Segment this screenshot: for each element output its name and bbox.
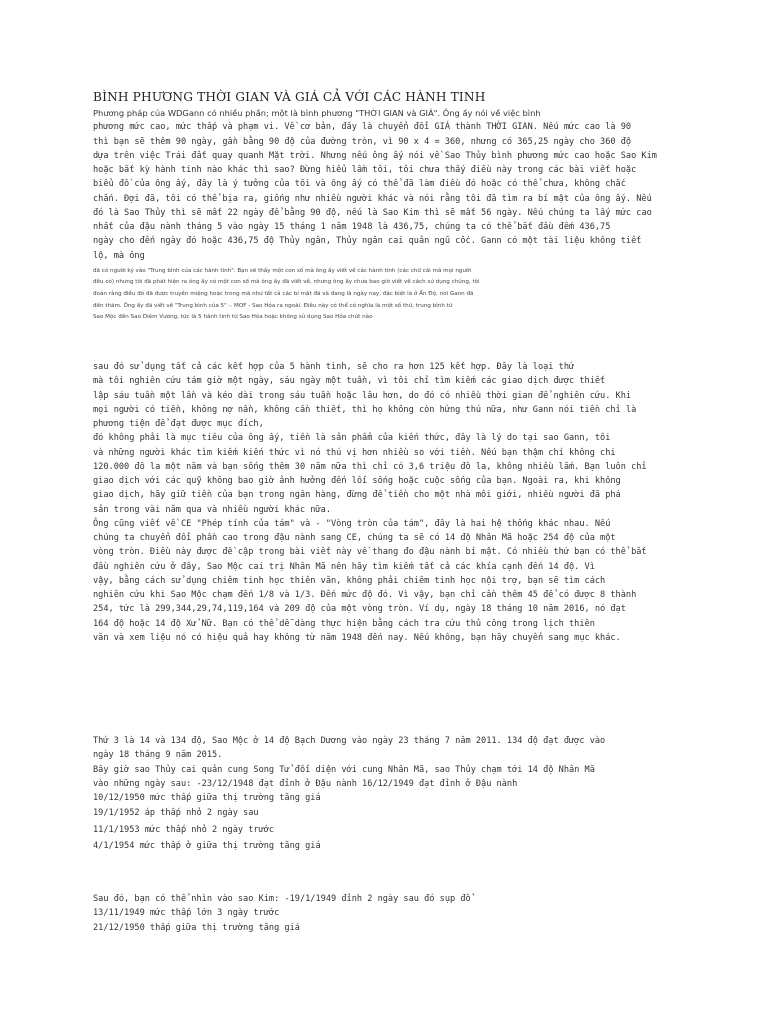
text-line: ngày 18 tháng 9 năm 2015. — [93, 750, 223, 761]
intro-first-line: Phương pháp của WDGann có nhiều phần; một là bình phương "THỜI GIAN và GIÁ". Ông ấy nói về việc bình — [93, 108, 541, 118]
text-line: vòng tròn. Điều này được đề cập trong bài viết này về thang đo đậu nành bí mật. Có nhiều thứ bạn có thể bắt — [93, 547, 647, 558]
text-line: sau đó sử dụng tất cả các kết hợp của 5 hành tinh, sẽ cho ra hơn 125 kết hợp. Đây là loại thứ — [93, 362, 575, 372]
text-line: ngày cho đến ngày đó hoặc 436,75 độ Thủy ngân, Thủy ngân cai quản ngũ cốc. Gann có một tài liệu không tiết — [93, 236, 642, 247]
section-body — [93, 360, 685, 645]
text-line: biểu đồ của ông ấy, đây là ý tưởng của tôi và ông ấy có thể đã làm điều đó hoặc có thể chưa, không chắc — [93, 179, 626, 190]
text-line: lập sáu tuần một lần và kéo dài trong sáu tuần hoặc lâu hơn, do đó có nhiều thời gian để nghiên cứu. Khi — [93, 390, 632, 401]
text-line: giao dịch, hãy giữ tiền của bạn trong ngân hàng, đừng để tiền cho một nhà môi giới, nhiều người đã phá — [93, 490, 621, 501]
text-line: chắn. Đợi đã, tôi có thể bịa ra, giống như nhiều người khác và nói rằng tôi đã tìm ra bí mật của ông ấy. Nếu — [93, 193, 652, 204]
text-line: 120.000 đô la một năm và bạn sống thêm 30 năm nữa thì chỉ có 3,6 triệu đô la, không nhiều lắm. Bạn luôn chỉ — [93, 461, 647, 472]
text-line: 254, tức là 299,344,29,74,119,164 và 209 độ của một vòng tròn. Ví dụ, ngày 18 tháng 10 năm 2016, nó đạt — [93, 604, 626, 615]
text-line: 21/12/1950 thấp giữa thị trường tăng giá — [93, 922, 300, 933]
text-line: Bây giờ sao Thủy cai quản cung Song Tử đối diện với cung Nhân Mã, sao Thủy chạm tới 14 độ Nhân Mã — [93, 764, 595, 775]
text-line: mà tôi nghiên cứu tám giờ một ngày, sáu ngày một tuần, vì tôi chỉ tìm kiếm các giao dịch được thiết — [93, 376, 606, 387]
text-line: 13/11/1949 mức thấp lớn 3 ngày trước — [93, 908, 280, 919]
date-line: 11/1/1953 mức thấp nhỏ 2 ngày trước — [93, 824, 275, 835]
text-line: 164 độ hoặc 14 độ Xử Nữ. Bạn có thể dễ dàng thực hiện bằng cách tra cứu thủ công trong lịch thiên — [93, 618, 595, 629]
text-line: thì bạn sẽ thêm 90 ngày, gần bằng 90 độ của đường tròn, vì 90 x 4 = 360, nhưng có 365,25 ngày cho 360 độ — [93, 136, 632, 147]
text-line: phương mức cao, mức thấp và phạm vi. Về cơ bản, đây là chuyển đổi GIÁ thành THỜI GIAN. Nếu mức cao là 90 — [93, 122, 632, 133]
date-line: 19/1/1952 áp thấp nhỏ 2 ngày sau — [93, 808, 259, 819]
text-line: vậy, bằng cách sử dụng chiêm tinh học thiên văn, không phải chiêm tinh học nội trợ, bạn sẽ tìm cách — [93, 575, 606, 586]
text-line: lộ, mà ông — [93, 250, 145, 261]
text-line: và những người khác tìm kiếm kiến thức vì nó thú vị hơn nhiều so với tiền. Nếu bạn thậm chí không chi — [93, 447, 616, 458]
text-line: đó không phải là mục tiêu của ông ấy, tiền là sản phẩm của kiến thức, đây là lý do tại sao Gann, tôi — [93, 433, 611, 444]
text-line: 10/12/1950 mức thấp giữa thị trường tăng giá — [93, 793, 321, 803]
text-line: hoặc bất kỳ hành tinh nào khác thì sao? Đừng hiểu lầm tôi, tôi chưa thấy điều này trong các bài viết hoặc — [93, 165, 637, 175]
text-line: dựa trên việc Trái đất quay quanh Mặt trời. Nhưng nếu ông ấy nói về Sao Thủy bình phương mức cao hoặc Sao Kim — [93, 150, 657, 161]
document-title: BÌNH PHƯƠNG THỜI GIAN VÀ GIÁ CẢ VỚI CÁC HÀNH TINH — [93, 90, 486, 104]
text-line: phương tiện để đạt được mục đích, — [93, 419, 264, 429]
section-mercury-dates — [93, 734, 685, 855]
text-line: nhất của đậu nành tháng 5 vào ngày 15 tháng 1 năm 1948 là 436,75, chúng ta có thể bắt đầu đếm 436,75 — [93, 222, 611, 232]
intro-paragraph — [93, 120, 685, 263]
text-line: nghiên cứu khi Sao Mộc chạm đến 1/8 và 1/3. Đến mức độ đó. Vì vậy, bạn chỉ cần thêm 45 để có được 8 thành — [93, 590, 637, 600]
date-line: 4/1/1954 mức thấp ở giữa thị trường tăng giá — [93, 841, 321, 852]
text-line: văn và xem liệu nó có hiệu quả hay không từ năm 1948 đến nay. Nếu không, bạn hãy chuyển sang mục khác. — [93, 632, 621, 643]
small-text-line: đến thăm. Ông ấy đã viết về "Trung bình của 5" -. MOF - Sao Hỏa ra ngoài. Điều này có thể có nghĩa là một số thứ, trung bình từ — [93, 302, 453, 309]
section-venus-dates — [93, 892, 685, 935]
small-text-line: đã có người ký vào "Trung bình của các hành tinh". Bạn sẽ thấy một con số mà ông ấy viết về các hành tinh (các chữ cái mà mọi người — [93, 267, 471, 274]
text-line: Ông cũng viết về CE "Phép tính của tám" và - "Vòng tròn của tám", đây là hai hệ thống khác nhau. Nếu — [93, 518, 611, 529]
small-text-line: Sao Mộc đến Sao Diêm Vương, tức là 5 hành tinh từ Sao Hỏa hoặc không sử dụng Sao Hỏa chút nào — [93, 314, 373, 321]
small-print-paragraph — [93, 266, 685, 324]
text-line: giao dịch với các quỹ không bao giờ ảnh hưởng đến lối sống hoặc cuộc sống của bạn. Ngoài ra, khi không — [93, 476, 621, 486]
text-line: mọi người có tiền, không nợ nần, không cần thiết, thì họ không còn hứng thú nữa, như Gann nói tiền chỉ là — [93, 404, 637, 415]
text-line: vào những ngày sau: -23/12/1948 đạt đỉnh ở Đậu nành 16/12/1949 đạt đỉnh ở Đậu nành — [93, 778, 518, 789]
text-line: Sau đó, bạn có thể nhìn vào sao Kim: -19/1/1949 đỉnh 2 ngày sau đó sụp đổ — [93, 894, 471, 904]
text-line: sản trong vài năm qua và nhiều người khác nữa. — [93, 504, 331, 515]
text-line: chúng ta chuyển đổi phần cao trong đậu nành sang CE, chúng ta sẽ có 14 độ Nhân Mã hoặc 254 độ của một — [93, 533, 616, 543]
small-text-line: đều có) nhưng tôi đã phát hiện ra ông ấy có một con số mà ông ấy đã viết về, nhưng ông ấy chưa bao giờ viết về cách sử dụng chúng, tôi — [93, 279, 480, 286]
text-line: Thứ 3 là 14 và 134 độ, Sao Mộc ở 14 độ Bạch Dương vào ngày 23 tháng 7 năm 2011. 134 độ đạt được vào — [93, 736, 606, 746]
section-intro — [93, 90, 685, 324]
small-text-line: đoán rằng điều đó đã được truyền miệng hoặc trong mã như tất cả các bí mật đã và đang là ngày nay, đặc biệt là ở Ấn Độ, nơi Gann đã — [93, 290, 474, 297]
text-line: đó là Sao Thủy thì sẽ mất 22 ngày để bằng 90 độ, nếu là Sao Kim thì sẽ mất 56 ngày. Nếu chúng ta lấy mức cao — [93, 207, 652, 218]
text-line: đầu nghiên cứu ở đây, Sao Mộc cai trị Nhân Mã nên hãy tìm kiếm tất cả các khía cạnh đến 14 độ. Vì — [93, 561, 595, 572]
